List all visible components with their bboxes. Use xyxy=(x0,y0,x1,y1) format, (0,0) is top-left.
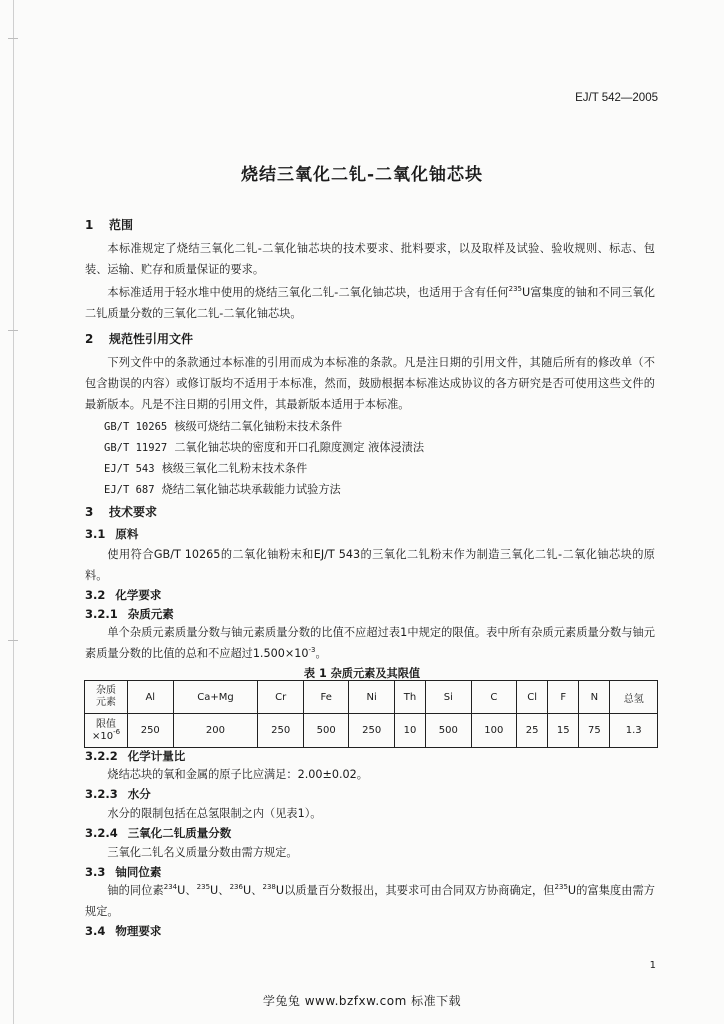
subsection-3-2-3-paragraph: 水分的限制包括在总氢限制之内（见表1）。 xyxy=(107,807,322,820)
element-cell: 总氢 xyxy=(610,681,658,714)
limit-cell: 250 xyxy=(258,714,304,748)
element-cell: Si xyxy=(426,681,472,714)
table-row xyxy=(85,714,658,748)
section-1-paragraph-1: 本标准规定了烧结三氧化二钆-二氧化铀芯块的技术要求、批料要求，以及取样及试验、验收规则、标志、包装、运输、贮存和质量保证的要求。 xyxy=(85,242,655,276)
limit-cell: 250 xyxy=(128,714,174,748)
subsection-3-2-1-paragraph: 单个杂质元素质量分数与铀元素质量分数的比值不应超过表1中规定的限值。表中所有杂质元素质量分数与铀元素质量分数的比值的总和不应超过$1.500\times 10^{-3}$。 xyxy=(85,626,655,660)
element-cell: C xyxy=(471,681,517,714)
element-cell: Ni xyxy=(349,681,395,714)
element-cell: Th xyxy=(394,681,425,714)
reference-item: EJ/T 543 核级三氧化二钆粉末技术条件 xyxy=(104,462,308,475)
section-number: 1 xyxy=(85,218,94,232)
subsection-3-1-heading: 3.1 原料 xyxy=(85,527,139,541)
document-number: EJ/T 542—2005 xyxy=(575,92,658,104)
subsection-3-3-paragraph: 铀的同位素$^{234}$U、$^{235}$U、$^{236}$U、$^{238}$U以质量百分数报出，其要求可由合同双方协商确定，但$^{235}$U的富集度由需方规定。 xyxy=(85,883,655,918)
section-title: 范围 xyxy=(109,218,134,232)
limit-cell: 500 xyxy=(426,714,472,748)
impurity-limits-table xyxy=(84,680,658,748)
element-cell: Cr xyxy=(258,681,304,714)
limit-cell: 250 xyxy=(349,714,395,748)
limit-cell: 100 xyxy=(471,714,517,748)
limit-cell: 200 xyxy=(173,714,258,748)
section-3-heading xyxy=(85,503,157,520)
reference-item: GB/T 10265 核级可烧结二氧化铀粉末技术条件 xyxy=(104,420,343,433)
limit-cell: 1.3 xyxy=(610,714,658,748)
reference-item: GB/T 11927 二氧化铀芯块的密度和开口孔隙度测定 液体浸渍法 xyxy=(104,441,425,454)
footer-watermark-text: 学兔兔 www.bzfxw.com 标准下载 xyxy=(262,994,462,1008)
row-header-cell: 限值 $\times 10^{-6}$ xyxy=(85,714,128,748)
table-row xyxy=(85,681,658,714)
subsection-3-2-heading: 3.2 化学要求 xyxy=(85,588,162,602)
limit-cell: 75 xyxy=(579,714,610,748)
section-title: 技术要求 xyxy=(109,505,158,519)
subsection-3-3-heading: 3.3 铀同位素 xyxy=(85,865,162,879)
binding-edge-tick xyxy=(8,38,18,39)
limit-cell: 500 xyxy=(303,714,349,748)
section-1-paragraph-2: 本标准适用于轻水堆中使用的烧结三氧化二钆-二氧化铀芯块，也适用于含有任何$^{235}$U富集度的铀和不同三氧化二钆质量分数的三氧化二钆-二氧化铀芯块。 xyxy=(85,285,655,320)
section-number: 3 xyxy=(85,505,94,519)
element-cell: F xyxy=(548,681,579,714)
section-2-paragraph: 下列文件中的条款通过本标准的引用而成为本标准的条款。凡是注日期的引用文件，其随后所有的修改单（不包含勘误的内容）或修订版均不适用于本标准，然而，鼓励根据本标准达成协议的各方研究是否可使用这些文件的最新版本。凡是不注日期的引用文件，其最新版本适用于本标准。 xyxy=(85,356,655,411)
section-2-heading xyxy=(85,330,193,347)
subsection-3-1-paragraph: 使用符合GB/T 10265的二氧化铀粉末和EJ/T 543的三氧化二钆粉末作为制造三氧化二钆-二氧化铀芯块的原料。 xyxy=(85,548,655,582)
binding-edge-tick xyxy=(8,640,18,641)
subsection-3-2-4-heading: 3.2.4 三氧化二钆质量分数 xyxy=(85,826,232,840)
element-cell: Al xyxy=(128,681,174,714)
section-number: 2 xyxy=(85,332,94,346)
reference-item: EJ/T 687 烧结二氧化铀芯块承载能力试验方法 xyxy=(104,483,341,496)
table-caption: 表 1 杂质元素及其限值 xyxy=(303,667,421,680)
limit-cell: 10 xyxy=(394,714,425,748)
binding-edge-line xyxy=(13,0,14,1024)
element-cell: Cl xyxy=(517,681,548,714)
element-cell: Fe xyxy=(303,681,349,714)
document-title: 烧结三氧化二钆-二氧化铀芯块 xyxy=(240,165,484,185)
row-header-cell: 杂质 元素 xyxy=(85,681,128,714)
subsection-3-2-3-heading: 3.2.3 水分 xyxy=(85,787,151,801)
subsection-3-2-2-paragraph: 烧结芯块的氧和金属的原子比应满足：2.00±0.02。 xyxy=(107,768,368,781)
subsection-3-2-4-paragraph: 三氧化二钆名义质量分数由需方规定。 xyxy=(107,846,298,859)
binding-edge-tick xyxy=(8,330,18,331)
element-cell: Ca+Mg xyxy=(173,681,258,714)
subsection-3-2-2-heading: 3.2.2 化学计量比 xyxy=(85,749,186,763)
limit-cell: 25 xyxy=(517,714,548,748)
element-cell: N xyxy=(579,681,610,714)
limit-cell: 15 xyxy=(548,714,579,748)
section-1-heading xyxy=(85,216,133,233)
section-title: 规范性引用文件 xyxy=(109,332,194,346)
subsection-3-2-1-heading: 3.2.1 杂质元素 xyxy=(85,607,174,621)
page-number: 1 xyxy=(649,960,656,971)
subsection-3-4-heading: 3.4 物理要求 xyxy=(85,924,162,938)
